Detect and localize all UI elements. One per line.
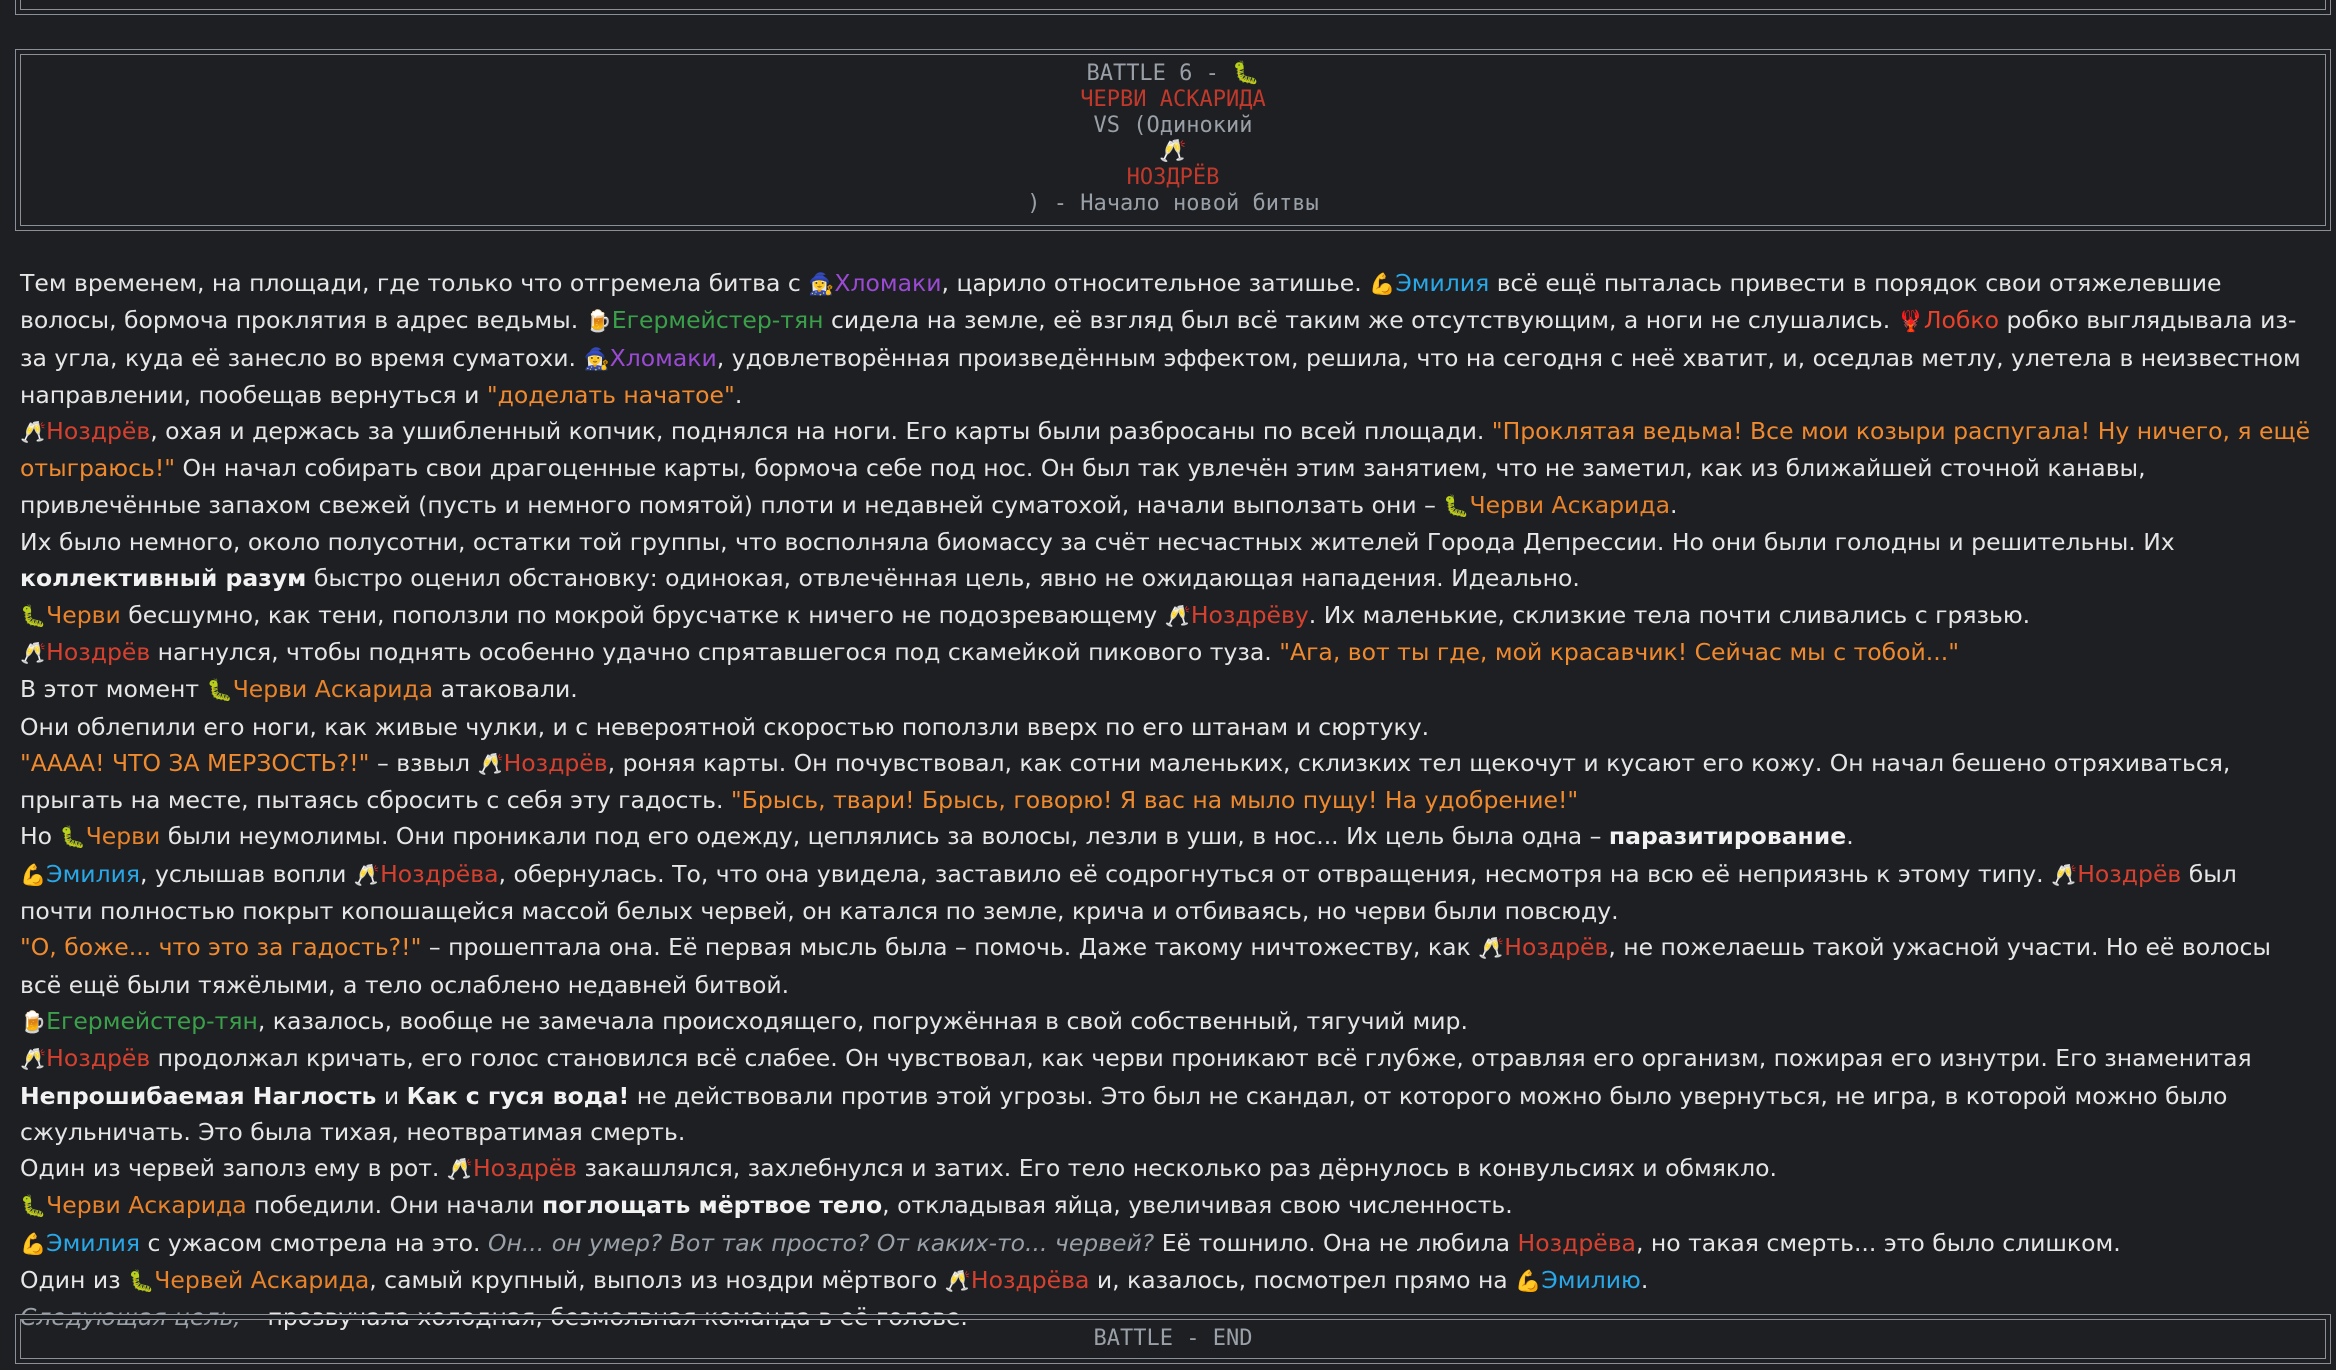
battle-vs: VS (Одинокий (1093, 113, 1253, 138)
name-nozdrevu: Ноздрёву (1190, 600, 1309, 629)
paragraph: Они облепили его ноги, как живые чулки, и с невероятной скоростью поползли вверх по его штанам и сюртуку. (20, 712, 1430, 741)
glasses-icon: 🥂 (20, 640, 47, 665)
name-xlomaki: Хломаки (834, 269, 942, 297)
name-chervei-askarida: Червей Аскарида (154, 1266, 370, 1295)
glasses-icon: 🥂 (1159, 139, 1187, 164)
paragraph: 🐛Черви Аскарида победили. Они начали поглощать мёртвое тело, откладывая яйца, увеличивая свою численность. (20, 1191, 1513, 1220)
worm-icon: 🐛 (128, 1269, 155, 1294)
paragraph: Следующая цель, – прозвучала холодная, безмолвная команда в её голове. (20, 1303, 968, 1332)
paragraph: Тем временем, на площади, где только что отгремела битва с 🧙‍♀️Хломаки, царило относительное затишье. 💪Эмилия всё ещё пыталась привести в порядок свои отяжелевшие волосы, бормоча проклятия в адрес ведьмы. 🍺Егермейстер-тян сидела на земле, её взгляд был всё таким же отсутствующим, а ноги не слушались. 🦞Лобко робко выглядывала из-за угла, куда её занесло во время суматохи. 🧙‍♀️Хломаки, удовлетворённая произведённым эффектом, решила, что на сегодня с неё хватит, и, оседлав метлу, улетела в неизвестном направлении, пообещав вернуться и "доделать начатое". (20, 269, 2301, 409)
witch-icon: 🧙‍♀️ (583, 346, 610, 371)
glasses-icon: 🥂 (1478, 936, 1505, 961)
name-eger: Егермейстер-тян (46, 1006, 258, 1035)
beer-icon: 🍺 (585, 309, 612, 334)
glasses-icon: 🥂 (446, 1157, 473, 1182)
paragraph: 🍺Егермейстер-тян, казалось, вообще не замечала происходящего, погружённая в свой собственный, тягучий мир. (20, 1006, 1468, 1035)
name-nozdreva: Ноздрёва (1517, 1228, 1636, 1257)
paragraph: В этот момент 🐛Черви Аскарида атаковали. (20, 675, 578, 704)
muscle-icon: 💪 (20, 1231, 47, 1256)
beer-icon: 🍺 (20, 1009, 47, 1034)
name-nozdrev: Ноздрёв (1504, 933, 1609, 962)
paragraph: Но 🐛Черви были неумолимы. Они проникали под его одежду, цеплялись за волосы, лезли в уши, в нос... Их цель была одна – паразитирование. (20, 822, 1854, 851)
battle-header (20, 54, 2326, 226)
quote: "О, боже... что это за гадость?!" (20, 933, 422, 962)
lobster-icon: 🦞 (1897, 309, 1924, 334)
name-emilia: Эмилия (1395, 269, 1490, 297)
name-nozdrev: Ноздрёв (46, 1044, 151, 1073)
paragraph: 💪Эмилия, услышав вопли 🥂Ноздрёва, обернулась. То, что она увидела, заставило её содрогнуться от отвращения, несмотря на всю её неприязнь к этому типу. 🥂Ноздрёв был почти полностью покрыт копошащейся массой белых червей, он катался по земле, крича и отбиваясь, но черви были повсюду. (20, 859, 2237, 926)
paragraph: 🥂Ноздрёв продолжал кричать, его голос становился всё слабее. Он чувствовал, как черви проникают всё глубже, отравляя его организм, пожирая его изнутри. Его знаменитая Непрошибаемая Наглость и Как с гуся вода! не действовали против этой угрозы. Это был не скандал, от которого можно было увернуться, не игра, в которой можно было сжульничать. Это была тихая, неотвратимая смерть. (20, 1044, 2252, 1146)
battle-end-label: BATTLE - END (1093, 1326, 1253, 1351)
name-nozdrev: Ноздрёв (2077, 859, 2182, 888)
battle-footer (20, 1319, 2326, 1359)
battle-title: BATTLE 6 - 🐛 (1086, 61, 1260, 86)
name-emiliyu: Эмилию (1541, 1266, 1641, 1295)
name-chervi: Черви (46, 600, 121, 629)
worm-icon: 🐛 (59, 825, 86, 850)
name-lobko: Лобко (1923, 306, 1999, 335)
name-emilia: Эмилия (46, 859, 140, 888)
paragraph: "АААА! ЧТО ЗА МЕРЗОСТЬ?!" – взвыл 🥂Ноздрёв, роняя карты. Он почувствовал, как сотни маленьких, склизких тел щекочут и кусают его кожу. Он начал бешено отряхиваться, прыгать на месте, пытаясь сбросить с себя эту гадость. "Брысь, твари! Брысь, говорю! Я вас на мыло пущу! На удобрение!" (20, 748, 2231, 815)
previous-battle-frame (20, 0, 2326, 10)
name-chervi-askarida: Черви Аскарида (46, 1191, 247, 1220)
glasses-icon: 🥂 (1164, 603, 1191, 628)
quote: "доделать начатое" (486, 380, 735, 409)
paragraph: Их было немного, около полусотни, остатки той группы, что восполняла биомассу за счёт несчастных жителей Города Депрессии. Но они были голодны и решительны. Их коллективный разум быстро оценил обстановку: одинокая, отвлечённая цель, явно не ожидающая нападения. Идеально. (20, 528, 2175, 593)
thought: Он... он умер? Вот так просто? От каких-то... червей? (487, 1228, 1155, 1257)
name-nozdrev: Ноздрёв (473, 1154, 578, 1183)
quote: "Ага, вот ты где, мой красавчик! Сейчас мы с тобой..." (1279, 637, 1960, 666)
glasses-icon: 🥂 (944, 1269, 971, 1294)
name-xlomaki: Хломаки (609, 343, 717, 372)
name-emilia: Эмилия (46, 1228, 140, 1257)
name-chervi-askarida: Черви Аскарида (232, 675, 434, 704)
worm-icon: 🐛 (20, 1194, 47, 1219)
paragraph: Один из червей заполз ему в рот. 🥂Ноздрёв закашлялся, захлебнулся и затих. Его тело несколько раз дёрнулось в конвульсиях и обмякло. (20, 1154, 1777, 1183)
paragraph: 🐛Черви бесшумно, как тени, поползли по мокрой брусчатке к ничего не подозревающему 🥂Ноздрёву. Их маленькие, склизкие тела почти сливались с грязью. (20, 600, 2031, 629)
name-chervi: Черви (85, 822, 161, 851)
worm-icon: 🐛 (206, 678, 233, 703)
name-eger: Егермейстер-тян (611, 306, 824, 335)
quote: "Брысь, твари! Брысь, говорю! Я вас на мыло пущу! На удобрение!" (730, 786, 1579, 815)
muscle-icon: 💪 (1515, 1269, 1542, 1294)
name-nozdrev: Ноздрёв (503, 748, 608, 777)
battle-subtitle: ) - Начало новой битвы (1027, 191, 1319, 216)
muscle-icon: 💪 (1369, 272, 1396, 296)
paragraph: "О, боже... что это за гадость?!" – прошептала она. Её первая мысль была – помочь. Даже такому ничтожеству, как 🥂Ноздрёв, не пожелаешь такой ужасной участи. Но её волосы всё ещё были тяжёлыми, а тело ослаблено недавней битвой. (20, 933, 2271, 999)
battle-side1: ЧЕРВИ АСКАРИДА (1080, 87, 1266, 112)
witch-icon: 🧙‍♀️ (808, 272, 835, 296)
battle-side2: НОЗДРЁВ (1126, 165, 1220, 190)
paragraph: 🥂Ноздрёв нагнулся, чтобы поднять особенно удачно спрятавшегося под скамейкой пикового туза. "Ага, вот ты где, мой красавчик! Сейчас мы с тобой..." (20, 637, 1960, 666)
paragraph: 💪Эмилия с ужасом смотрела на это. Он... он умер? Вот так просто? От каких-то... червей? Её тошнило. Она не любила Ноздрёва, но такая смерть... это было слишком. (20, 1228, 2121, 1257)
paragraph: 🥂Ноздрёв, охая и держась за ушибленный копчик, поднялся на ноги. Его карты были разбросаны по всей площади. "Проклятая ведьма! Все мои козыри распугала! Ну ничего, я ещё отыграюсь!" Он начал собирать свои драгоценные карты, бормоча себе под нос. Он был так увлечён этим занятием, что не заметил, как из ближайшей сточной канавы, привлечённые запахом свежей (пусть и немного помятой) плоти и недавней суматохой, начали выползать они – 🐛Черви Аскарида. (20, 417, 2311, 519)
name-nozdrev: Ноздрёв (46, 637, 151, 666)
worm-icon: 🐛 (1443, 493, 1470, 518)
worm-icon: 🐛 (20, 603, 47, 628)
glasses-icon: 🥂 (353, 862, 381, 887)
name-nozdreva: Ноздрёва (970, 1266, 1090, 1295)
quote: "Проклятая ведьма! Все мои козыри распугала! Ну ничего, я ещё отыграюсь!" (20, 417, 2311, 483)
glasses-icon: 🥂 (20, 1047, 47, 1072)
glasses-icon: 🥂 (2051, 862, 2078, 887)
paragraph: Один из 🐛Червей Аскарида, самый крупный, выполз из ноздри мёртвого 🥂Ноздрёва и, казалось, посмотрел прямо на 💪Эмилию. (20, 1266, 1649, 1295)
name-nozdrev: Ноздрёв (46, 417, 151, 446)
name-nozdreva: Ноздрёва (380, 859, 499, 888)
story-text (20, 265, 2316, 1336)
quote: "АААА! ЧТО ЗА МЕРЗОСТЬ?!" (20, 748, 370, 777)
muscle-icon: 💪 (20, 862, 47, 887)
glasses-icon: 🥂 (477, 751, 504, 776)
thought: Следующая цель, (20, 1303, 241, 1332)
glasses-icon: 🥂 (20, 420, 47, 445)
name-chervi-askarida: Черви Аскарида (1469, 490, 1670, 519)
